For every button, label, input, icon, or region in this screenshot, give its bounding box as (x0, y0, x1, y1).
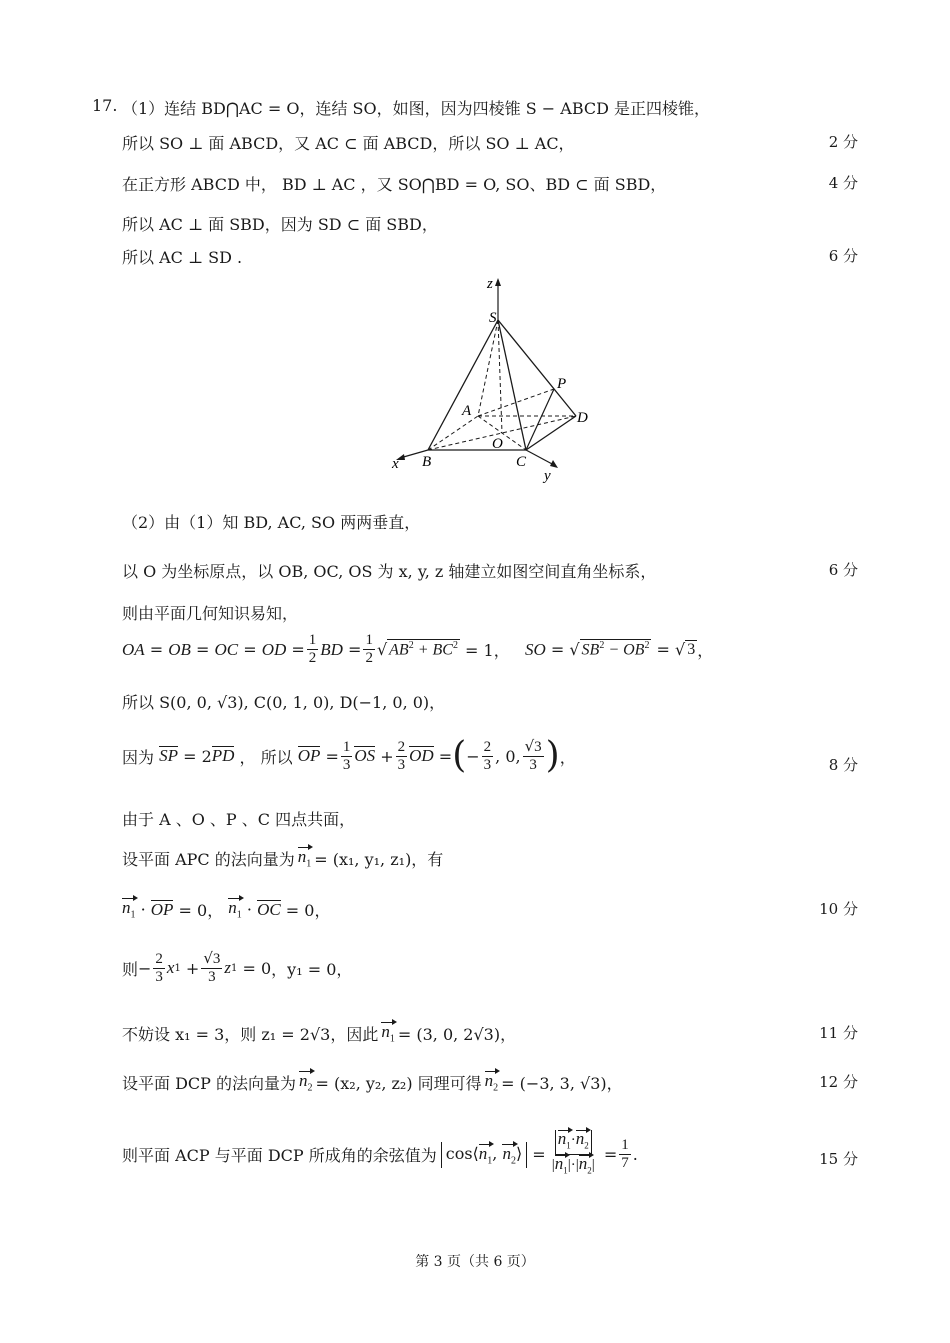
edge-BA (428, 416, 478, 450)
y-axis-arrow (550, 460, 558, 468)
text-segment: = (x₂, y₂, z₂) 同理可得 (315, 1074, 482, 1093)
text-segment: 不妨设 x₁ = 3，则 z₁ = 2√3，因此 (122, 1025, 379, 1044)
text-segment: 则 (122, 959, 139, 979)
edge-SD (498, 320, 576, 416)
pyramid-diagram (386, 270, 606, 490)
solution-line-12: 由于 A 、O 、P 、C 四点共面， (122, 810, 356, 829)
label-C: C (516, 454, 527, 470)
z-axis-arrow (495, 278, 501, 286)
solution-line-16 (122, 1022, 516, 1045)
text-segment: = (x₁, y₁, z₁)，有 (314, 850, 444, 869)
label-z: z (487, 276, 493, 292)
distance-formula-line: OA = OB = OC = OD = $\frac{1}{2}$ BD = $\frac{1}{2}$ √ $AB^2 + BC^2$ = 1， SO = √ $SB^2 - OB^2$ = √ 3 ， (122, 632, 714, 666)
question-number: 17. (92, 96, 118, 115)
solution-line-6: （2）由（1）知 BD, AC, SO 两两垂直， (122, 513, 421, 532)
solution-line-7: 以 O 为坐标原点，以 OB, OC, OS 为 x, y, z 轴建立如图空间直角坐标系， (122, 562, 657, 581)
label-S: S (489, 310, 497, 326)
solution-line-5: 所以 AC ⊥ SD . (122, 248, 243, 267)
edge-SA (478, 320, 498, 416)
vector-n1: $n_1$ (297, 847, 312, 870)
vector-n1: $n_1$ (381, 1022, 395, 1045)
text-segment: = (3, 0, 2√3)， (397, 1025, 517, 1044)
label-B: B (422, 454, 432, 470)
text-segment: = (−3, 3, √3)， (501, 1074, 623, 1093)
score-mark: 15 分 (819, 1150, 858, 1168)
label-y: y (544, 468, 551, 484)
solution-line-15: 则 − $\frac{2}{3}$ x 1 + $\frac{√3}{3}$ z 1 = 0 ，y₁ = 0， (122, 949, 353, 985)
score-mark: 12 分 (819, 1073, 858, 1091)
solution-line-1: （1）连结 BD⋂AC = O，连结 SO，如图，因为四棱锥 S − ABCD 是正四棱锥， (122, 99, 711, 118)
solution-line-3: 在正方形 ABCD 中， BD ⊥ AC ，又 SO⋂BD = O, SO、BD ⊂ 面 SBD， (122, 175, 667, 194)
vector-n2: $n_2$ (484, 1071, 499, 1094)
solution-line-4: 所以 AC ⊥ 面 SBD，因为 SD ⊂ 面 SBD， (122, 215, 438, 234)
score-mark: 6 分 (828, 561, 858, 579)
text-segment: 设平面 APC 的法向量为 (122, 850, 295, 869)
label-O: O (492, 436, 503, 452)
score-mark: 6 分 (828, 247, 858, 265)
text-segment: 则平面 ACP 与平面 DCP 所成角的余弦值为 (122, 1146, 437, 1166)
text-segment: 设平面 DCP 的法向量为 (122, 1074, 297, 1093)
text-segment: ，y₁ = 0， (271, 959, 353, 979)
solution-line-18: 则平面 ACP 与平面 DCP 所成角的余弦值为 $\cos⟨n_1$, $n_2⟩$ = $\frac{n_1\cdot n_2}{|n_1|\cdot|n_2|}$ = $\frac{1}{7}$ . (122, 1130, 638, 1180)
solution-line-2: 所以 SO ⊥ 面 ABCD，又 AC ⊂ 面 ABCD，所以 SO ⊥ AC， (122, 134, 575, 153)
solution-line-8: 则由平面几何知识易知， (122, 604, 299, 623)
score-mark: 4 分 (828, 174, 858, 192)
label-D: D (577, 410, 588, 426)
solution-line-10: 所以 S(0, 0, √3), C(0, 1, 0), D(−1, 0, 0)， (122, 693, 446, 712)
label-A: A (462, 403, 472, 419)
pyramid-figure (386, 270, 606, 490)
edge-SB (428, 320, 498, 450)
vector-n2: $n_2$ (299, 1071, 313, 1094)
label-x: x (392, 456, 399, 472)
score-mark: 2 分 (828, 133, 858, 151)
score-mark: 10 分 (819, 900, 858, 918)
page-footer: 第 3 页（共 6 页） (415, 1254, 535, 1270)
vector-op-line: 因为 SP = 2 PD ， 所以 OP = $\frac{1}{3}$ OS + $\frac{2}{3}$ OD = ( − $\frac{2}{3}$ , 0, $\frac{√3}{3}$ ) ， (122, 735, 576, 776)
solution-line-17 (122, 1071, 623, 1094)
score-mark: 11 分 (819, 1024, 858, 1042)
label-P: P (557, 376, 567, 392)
score-mark: 8 分 (828, 756, 858, 774)
solution-line-13 (122, 847, 443, 870)
dot-product-line: $n_1$ · OP = 0， $n_1$ · OC = 0， (122, 898, 331, 921)
y-axis (526, 450, 554, 465)
